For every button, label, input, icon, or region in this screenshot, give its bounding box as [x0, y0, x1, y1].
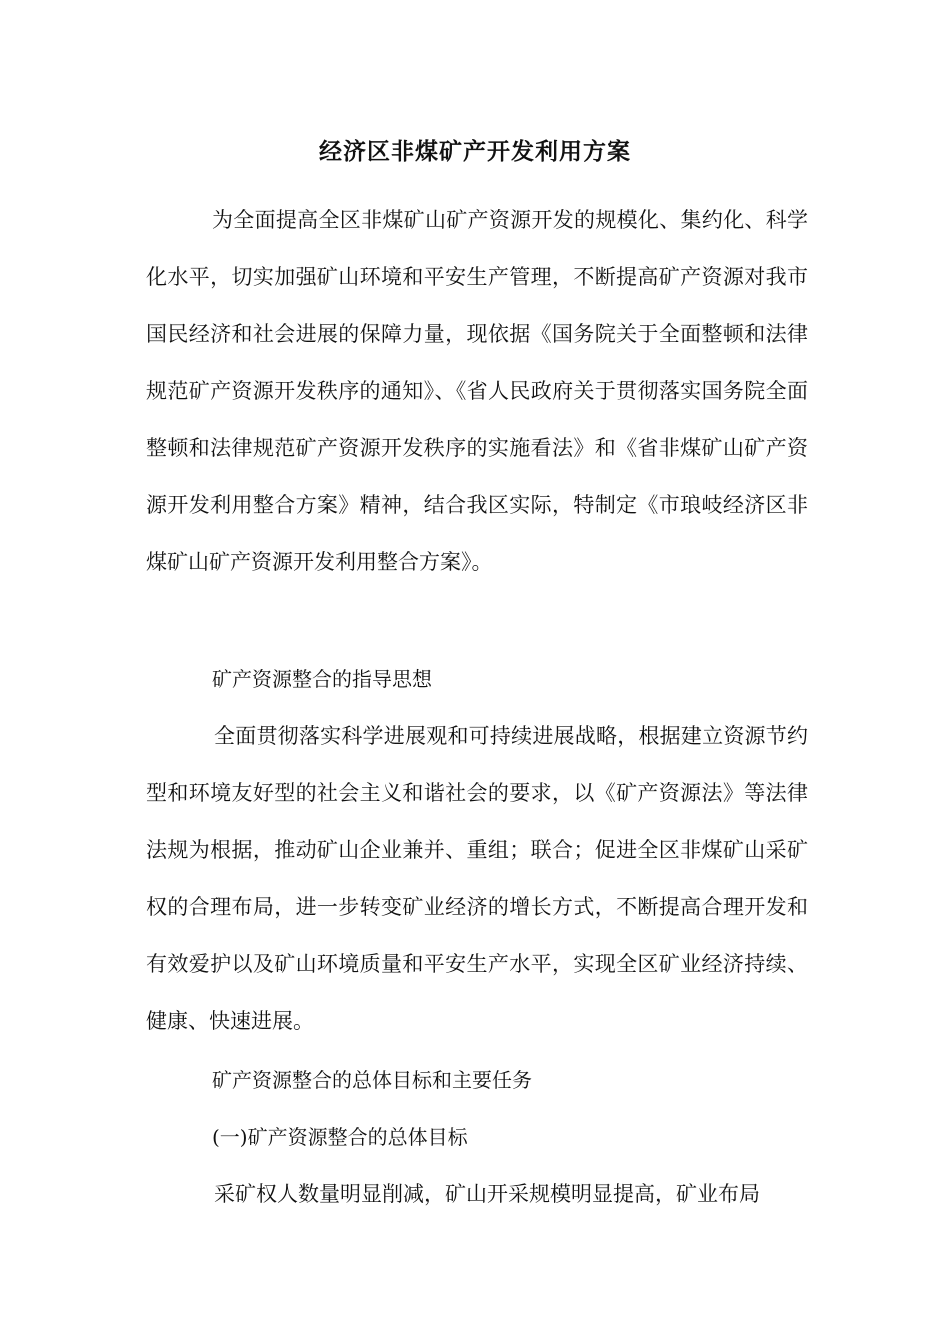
document-title: 经济区非煤矿产开发利用方案: [319, 138, 631, 165]
section-heading-goals-tasks: 矿产资源整合的总体目标和主要任务: [212, 1068, 532, 1092]
paragraph-intro: 为全面提高全区非煤矿山矿产资源开发的规模化、集约化、科学化水平，切实加强矿山环境和平安生产管理，不断提高矿产资源对我市国民经济和社会进展的保障力量，现依据《国务院关于全面整顿和法律规范矿产资源开发秩序的通知》、《省人民政府关于贯彻落实国务院全面整顿和法律规范矿产资源开发秩序的实施看法》和《省非煤矿山矿产资源开发利用整合方案》精神，结合我区实际，特制定《市琅岐经济区非煤矿山矿产资源开发利用整合方案》。: [146, 208, 808, 574]
section-heading-guiding-ideology: 矿产资源整合的指导思想: [212, 667, 432, 691]
paragraph-overall-goal: 采矿权人数量明显削减，矿山开采规模明显提高，矿业布局: [214, 1182, 760, 1206]
subsection-heading-overall-goal: (一)矿产资源整合的总体目标: [212, 1125, 468, 1149]
paragraph-guiding-ideology: 全面贯彻落实科学进展观和可持续进展战略，根据建立资源节约型和环境友好型的社会主义和谐社会的要求，以《矿产资源法》等法律法规为根据，推动矿山企业兼并、重组；联合；促进全区非煤矿山采矿权的合理布局，进一步转变矿业经济的增长方式，不断提高合理开发和有效爱护以及矿山环境质量和平安生产水平，实现全区矿业经济持续、健康、快速进展。: [146, 724, 808, 1033]
